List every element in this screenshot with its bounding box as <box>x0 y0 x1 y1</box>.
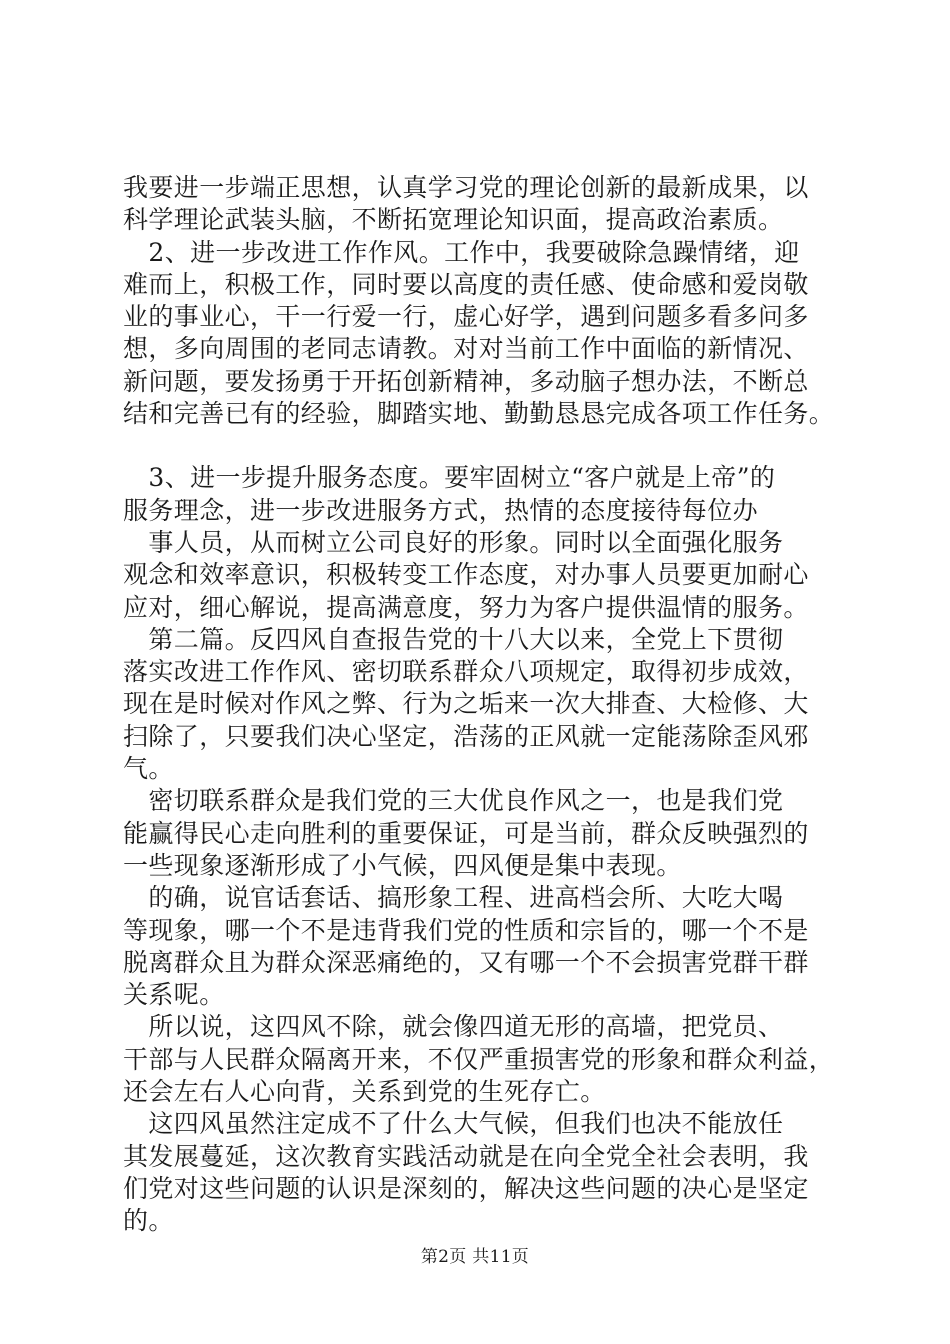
text-line: 脱离群众且为群众深恶痛绝的，又有哪一个不会损害党群干群 <box>123 947 809 977</box>
text-line: 2、进一步改进工作作风。工作中，我要破除急躁情绪，迎 <box>123 237 800 267</box>
text-line: 服务理念，进一步改进服务方式，热情的态度接待每位办 <box>123 495 759 525</box>
text-line: 气。 <box>123 754 174 784</box>
text-line: 想，多向周围的老同志请教。对对当前工作中面临的新情况、 <box>123 334 809 364</box>
text-line: 等现象，哪一个不是违背我们党的性质和宗旨的，哪一个不是 <box>123 915 809 945</box>
text-line: 新问题，要发扬勇于开拓创新精神，多动脑子想办法，不断总 <box>123 366 809 396</box>
text-line: 能赢得民心走向胜利的重要保证，可是当前，群众反映强烈的 <box>123 818 809 848</box>
text-line: 我要进一步端正思想，认真学习党的理论创新的最新成果，以 <box>123 173 809 202</box>
text-line: 事人员，从而树立公司良好的形象。同时以全面强化服务 <box>123 527 784 557</box>
page-number-footer: 第2页 共11页 <box>420 1247 530 1267</box>
text-line: 应对，细心解说，提高满意度，努力为客户提供温情的服务。 <box>123 592 809 622</box>
text-line: 一些现象逐渐形成了小气候，四风便是集中表现。 <box>123 850 682 880</box>
text-line: 密切联系群众是我们党的三大优良作风之一，也是我们党 <box>123 786 784 816</box>
text-line: 现在是时候对作风之弊、行为之垢来一次大排查、大检修、大 <box>123 689 809 719</box>
text-line: 第二篇。反四风自查报告党的十八大以来，全党上下贯彻 <box>123 624 784 654</box>
text-line: 扫除了，只要我们决心坚定，浩荡的正风就一定能荡除歪风邪 <box>123 721 809 751</box>
text-line: 所以说，这四风不除，就会像四道无形的高墙，把党员、 <box>123 1012 784 1042</box>
text-line: 观念和效率意识，积极转变工作态度，对办事人员要更加耐心 <box>123 560 809 590</box>
text-line: 业的事业心，干一行爱一行，虚心好学，遇到问题多看多问多 <box>123 302 809 332</box>
text-line: 结和完善已有的经验，脚踏实地、勤勤恳恳完成各项工作任务。 <box>123 399 835 429</box>
text-line: 科学理论武装头脑，不断拓宽理论知识面，提高政治素质。 <box>123 205 784 235</box>
document-body <box>123 172 843 1238</box>
text-line: 还会左右人心向背，关系到党的生死存亡。 <box>123 1077 606 1107</box>
text-line: 难而上，积极工作，同时要以高度的责任感、使命感和爱岗敬 <box>123 269 809 299</box>
text-line: 干部与人民群众隔离开来，不仅严重损害党的形象和群众利益， <box>123 1044 835 1074</box>
paragraph-gap <box>123 430 843 462</box>
text-line: 的确，说官话套话、搞形象工程、进高档会所、大吃大喝 <box>123 883 784 913</box>
text-line: 关系呢。 <box>123 980 225 1010</box>
text-line: 的。 <box>123 1206 174 1236</box>
text-line: 其发展蔓延，这次教育实践活动就是在向全党全社会表明，我 <box>123 1141 809 1171</box>
text-line: 这四风虽然注定成不了什么大气候，但我们也决不能放任 <box>123 1109 784 1139</box>
text-line: 落实改进工作作风、密切联系群众八项规定，取得初步成效， <box>123 657 809 687</box>
text-line: 们党对这些问题的认识是深刻的，解决这些问题的决心是坚定 <box>123 1173 809 1203</box>
text-line: 3、进一步提升服务态度。要牢固树立“客户就是上帝”的 <box>123 463 776 493</box>
